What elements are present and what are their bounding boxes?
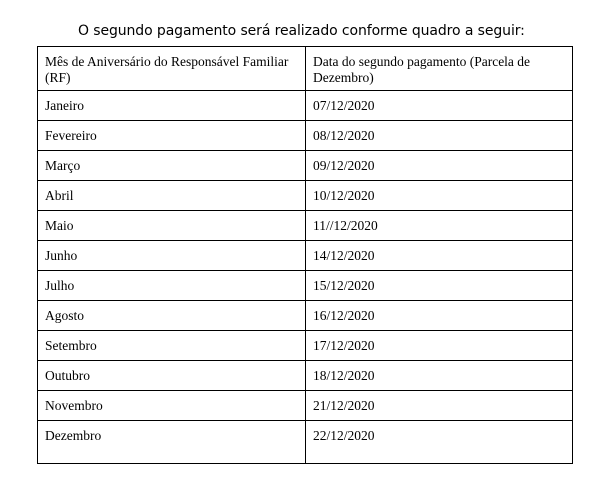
- payment-schedule-table: [37, 46, 573, 464]
- date-cell: 08/12/2020: [306, 121, 573, 151]
- month-cell: Abril: [38, 181, 306, 211]
- table-row: [38, 211, 573, 241]
- month-cell: Agosto: [38, 301, 306, 331]
- table-row: [38, 181, 573, 211]
- date-cell: 16/12/2020: [306, 301, 573, 331]
- table-row: [38, 391, 573, 421]
- month-cell: Outubro: [38, 361, 306, 391]
- table-row: [38, 361, 573, 391]
- date-cell: 22/12/2020: [306, 421, 573, 464]
- date-cell: 07/12/2020: [306, 91, 573, 121]
- date-cell: 17/12/2020: [306, 331, 573, 361]
- intro-text: O segundo pagamento será realizado conforme quadro a seguir:: [78, 23, 525, 39]
- table-header-row: [38, 47, 573, 91]
- date-cell: 09/12/2020: [306, 151, 573, 181]
- table-row: [38, 301, 573, 331]
- date-cell: 14/12/2020: [306, 241, 573, 271]
- date-cell: 21/12/2020: [306, 391, 573, 421]
- month-cell: Dezembro: [38, 421, 306, 464]
- date-cell: 18/12/2020: [306, 361, 573, 391]
- month-cell: Março: [38, 151, 306, 181]
- month-cell: Janeiro: [38, 91, 306, 121]
- date-cell: 11//12/2020: [306, 211, 573, 241]
- header-payment-date: Data do segundo pagamento (Parcela de Dezembro): [306, 47, 573, 91]
- date-cell: 15/12/2020: [306, 271, 573, 301]
- table-row: [38, 151, 573, 181]
- table-row: [38, 91, 573, 121]
- table-row: [38, 271, 573, 301]
- table-row: [38, 121, 573, 151]
- table-row: [38, 421, 573, 464]
- month-cell: Maio: [38, 211, 306, 241]
- month-cell: Novembro: [38, 391, 306, 421]
- month-cell: Fevereiro: [38, 121, 306, 151]
- month-cell: Setembro: [38, 331, 306, 361]
- month-cell: Junho: [38, 241, 306, 271]
- table-row: [38, 331, 573, 361]
- table-row: [38, 241, 573, 271]
- month-cell: Julho: [38, 271, 306, 301]
- header-birth-month: Mês de Aniversário do Responsável Familiar (RF): [38, 47, 306, 91]
- date-cell: 10/12/2020: [306, 181, 573, 211]
